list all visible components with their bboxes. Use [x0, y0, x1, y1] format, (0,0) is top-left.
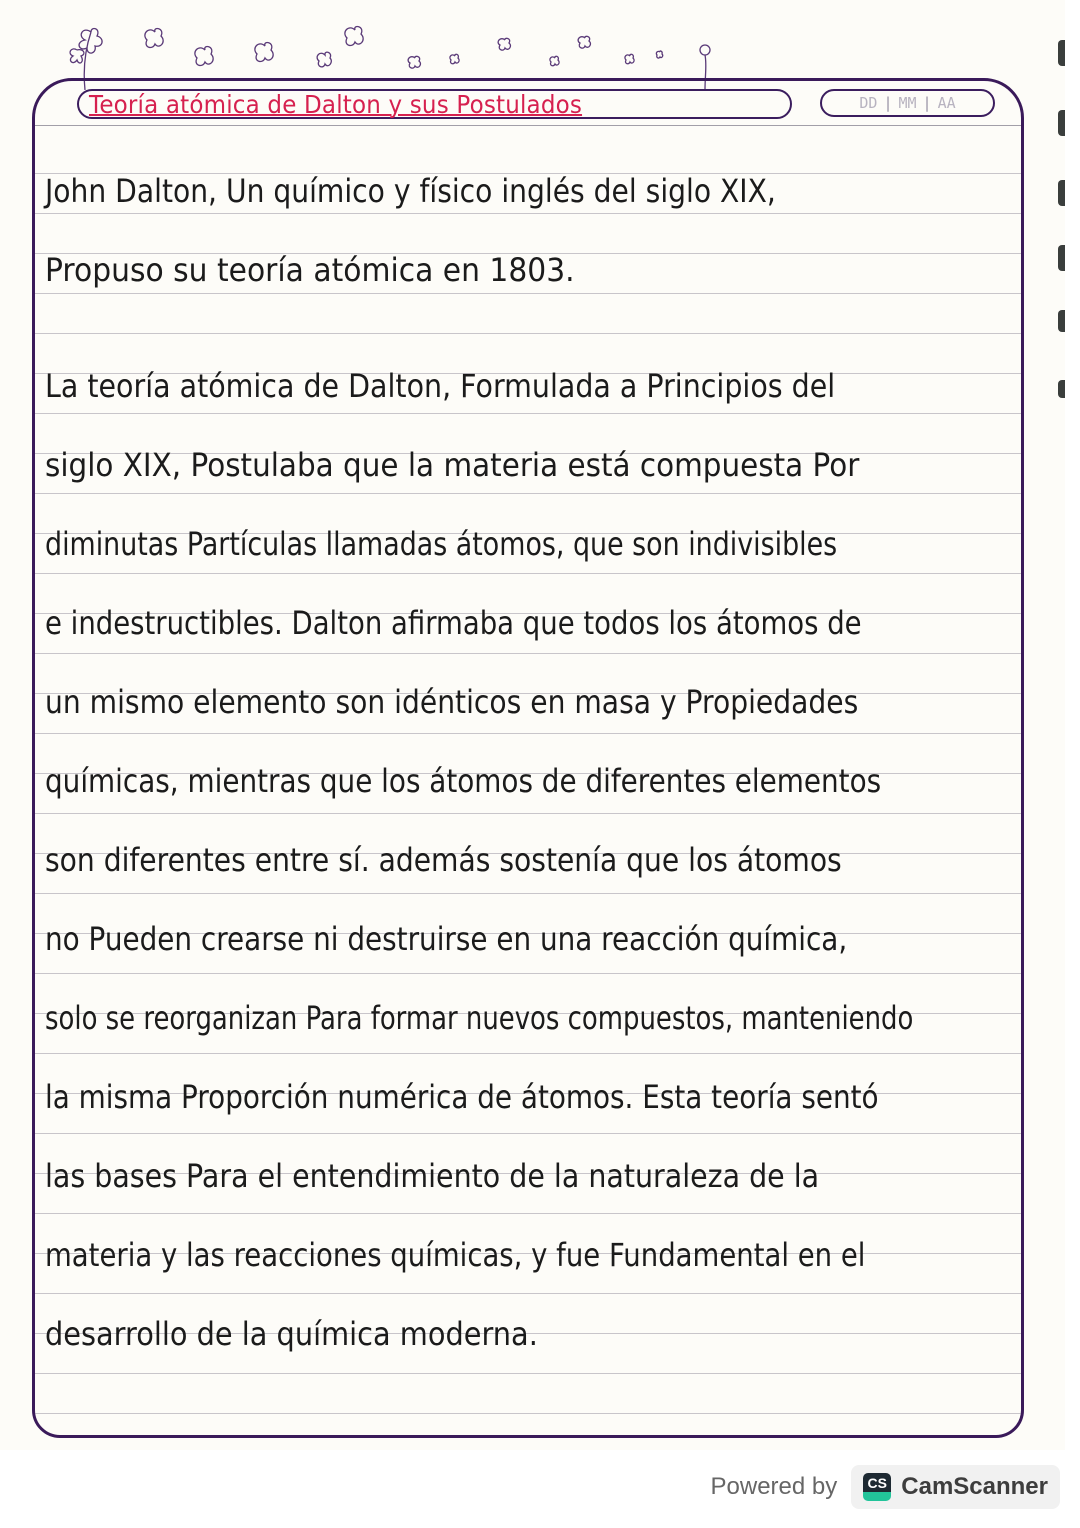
scanner-watermark — [711, 1465, 1060, 1509]
rule-line — [35, 1373, 1021, 1374]
paragraph-2-line-6: químicas, mientras que los átomos de diferentes elementos — [45, 762, 882, 800]
binding-hole-icon — [1058, 180, 1065, 206]
paragraph-1-line-2: Propuso su teoría atómica en 1803. — [45, 251, 575, 289]
spiral-binding — [1058, 40, 1068, 460]
paragraph-2-line-2: siglo XIX, Postulaba que la materia está compuesta Por — [45, 446, 860, 484]
rule-line — [35, 1213, 1021, 1214]
header-rule — [35, 125, 1021, 126]
date-month: MM — [898, 94, 917, 112]
rule-line — [35, 333, 1021, 334]
rule-line — [35, 1293, 1021, 1294]
date-year: AA — [937, 94, 956, 112]
camscanner-brand-name: CamScanner — [901, 1473, 1048, 1500]
date-day: DD — [859, 94, 878, 112]
binding-hole-icon — [1058, 310, 1065, 332]
powered-by-label: Powered by — [710, 1473, 838, 1500]
paragraph-2-line-3: diminutas Partículas llamadas átomos, que son indivisibles — [45, 525, 838, 563]
page-title: Teoría atómica de Dalton y sus Postulados — [89, 89, 583, 119]
rule-line — [35, 813, 1021, 814]
paragraph-2-line-9: solo se reorganizan Para formar nuevos compuestos, manteniendo — [45, 999, 914, 1037]
paragraph-2-line-8: no Pueden crearse ni destruirse en una reacción química, — [45, 920, 848, 958]
binding-hole-icon — [1058, 40, 1065, 66]
binding-hole-icon — [1058, 380, 1065, 398]
camscanner-logo-icon: CS — [863, 1473, 891, 1501]
paragraph-2-line-13: desarrollo de la química moderna. — [45, 1315, 538, 1353]
rule-line — [35, 1133, 1021, 1134]
paragraph-2-line-12: materia y las reacciones químicas, y fue Fundamental en el — [45, 1236, 866, 1274]
paragraph-2-line-1: La teoría atómica de Dalton, Formulada a Principios del — [45, 367, 836, 405]
paragraph-1-line-1: John Dalton, Un químico y físico inglés del siglo XIX, — [45, 172, 776, 210]
notebook-frame — [32, 78, 1024, 1438]
rule-line — [35, 893, 1021, 894]
binding-hole-icon — [1058, 110, 1065, 136]
rule-line — [35, 1413, 1021, 1414]
rule-line — [35, 1053, 1021, 1054]
date-separator: | — [883, 94, 893, 112]
date-separator: | — [922, 94, 932, 112]
rule-line — [35, 653, 1021, 654]
binding-hole-icon — [1058, 245, 1065, 271]
camscanner-badge[interactable] — [851, 1465, 1060, 1509]
rule-line — [35, 733, 1021, 734]
title-box — [77, 89, 792, 119]
paragraph-2-line-10: la misma Proporción numérica de átomos. Esta teoría sentó — [45, 1078, 879, 1116]
paragraph-2-line-11: las bases Para el entendimiento de la naturaleza de la — [45, 1157, 820, 1195]
paragraph-2-line-7: son diferentes entre sí. además sostenía que los átomos — [45, 841, 842, 879]
paragraph-2-line-4: e indestructibles. Dalton afirmaba que todos los átomos de — [45, 604, 862, 642]
paragraph-2-line-5: un mismo elemento son idénticos en masa y Propiedades — [45, 683, 859, 721]
date-box — [820, 89, 995, 117]
rule-line — [35, 973, 1021, 974]
